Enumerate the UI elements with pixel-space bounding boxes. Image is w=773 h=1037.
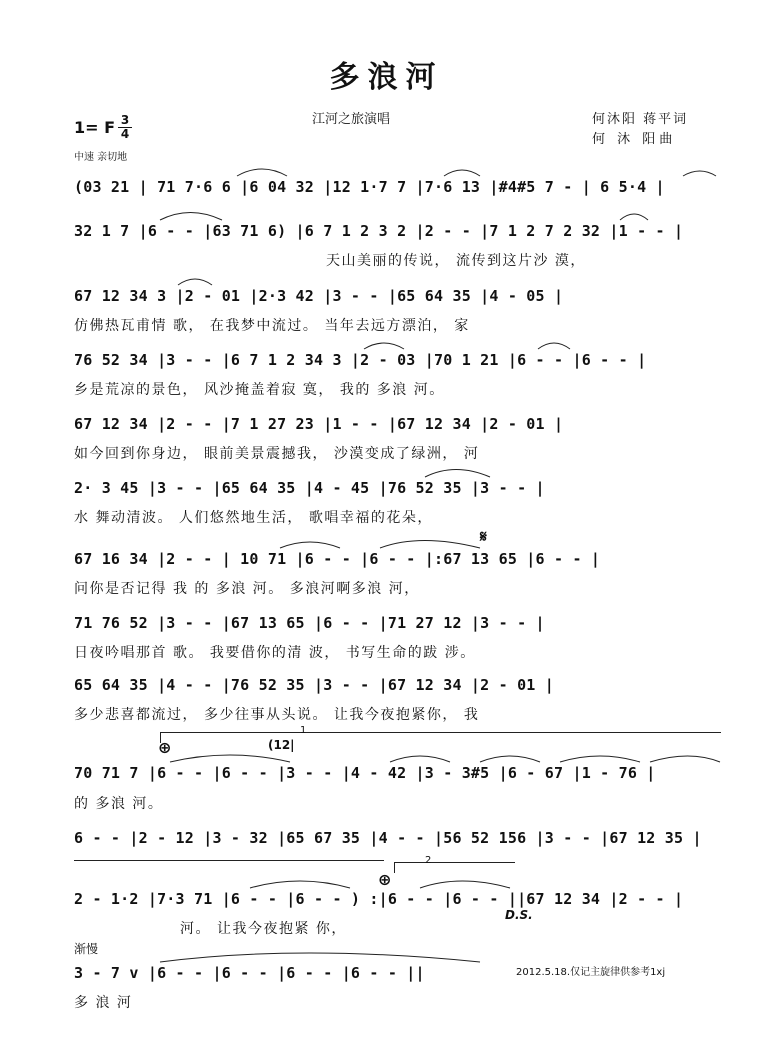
slurs [160,169,720,962]
notation-line-7: 67 16 34 |2 - - | 10 71 |6 - - |6 - - |:67 13 65 |6 - - | [74,550,601,568]
lyrics-line-8: 日夜吟唱那首 歌。 我要借你的清 波， 书写生命的跋 涉。 [74,645,476,661]
slur-15 [560,756,640,762]
notation-line-5: 67 12 34 |2 - - |7 1 27 23 |1 - - |67 12 34 |2 - 01 | [74,415,564,433]
notation-line-11: 6 - - |2 - 12 |3 - 32 |65 67 35 |4 - - |56 52 156 |3 - - |67 12 35 | [74,829,702,847]
lyrics-line-5: 如今回到你身边， 眼前美景震撼我， 沙漠变成了绿洲， 河 [74,446,480,462]
notation-line-8: 71 76 52 |3 - - |67 13 65 |6 - - |71 27 12 |3 - - | [74,614,545,632]
slur-5 [620,214,648,220]
lyrics-line-7: 问你是否记得 我 的 多浪 河。 多浪河啊多浪 河， [74,581,420,597]
slur-10 [380,541,480,549]
notation-line-12: 2 - 1·2 |7·3 71 |6 - - |6 - - ) :|6 - - |6 - - ||67 12 34 |2 - - | [74,890,684,908]
song-title: 多浪河 [329,60,444,95]
segno-sign: 𝄋 [480,527,487,546]
slur-11 [280,542,340,548]
time-signature-bottom: 4 [118,127,132,141]
key-signature: 1= F [74,118,116,137]
slur-13 [390,756,450,762]
notation-line-2: 32 1 7 |6 - - |63 71 6) |6 7 1 2 3 2 |2 - - |7 1 2 7 2 32 |1 - - | [74,222,684,240]
lyrics-line-9: 多少悲喜都流过， 多少往事从头说。 让我今夜抱紧你， 我 [74,707,480,723]
lyrics-line-10: 的 多浪 河。 [74,796,164,812]
slur-16 [650,756,720,762]
ds-marking: D.S. [505,908,533,922]
slur-3 [683,171,716,176]
volta-number-1: 1 [300,725,307,736]
slur-17 [250,881,350,888]
slur-1 [237,169,287,176]
slur-8 [538,343,570,349]
lyrics-line-12: 河。 让我今夜抱紧 你， [180,921,347,937]
composer-credit: 何 沐 阳曲 [592,132,677,147]
volta-measure-marker: (12| [268,738,295,752]
notation-line-13: 3 - 7 v |6 - - |6 - - |6 - - |6 - - || [74,964,425,982]
lyrics-line-4: 乡是荒凉的景色， 风沙掩盖着寂 寞， 我的 多浪 河。 [74,382,445,398]
notation-line-9: 65 64 35 |4 - - |76 52 35 |3 - - |67 12 34 |2 - 01 | [74,676,554,694]
slur-18 [420,881,510,888]
notation-line-1: (03 21 | 71 7·6 6 |6 04 32 |12 1·7 7 |7·6 13 |#4#5 7 - | 6 5·4 | [74,178,665,196]
lyrics-line-13: 多 浪 河 [74,995,133,1011]
notation-line-10: 70 71 7 |6 - - |6 - - |3 - - |4 - 42 |3 - 3#5 |6 - 67 |1 - 76 | [74,764,656,782]
slur-4 [160,213,222,221]
volta-number-2: 2 [425,855,432,866]
notation-line-3: 67 12 34 3 |2 - 01 |2·3 42 |3 - - |65 64 35 |4 - 05 | [74,287,564,305]
lyricist-credit: 何沐阳 蒋平词 [592,112,689,127]
slur-6 [178,279,212,285]
tempo-marking: 中速 亲切地 [74,152,128,163]
lyrics-line-6: 水 舞动清波。 人们悠然地生活， 歌唱幸福的花朵， [74,510,433,526]
slur-2 [444,170,480,176]
lyrics-line-3: 仿佛热瓦甫情 歌， 在我梦中流过。 当年去远方漂泊， 家 [74,318,470,334]
notation-line-4: 76 52 34 |3 - - |6 7 1 2 34 3 |2 - 03 |70 1 21 |6 - - |6 - - | [74,351,647,369]
slur-9 [425,470,490,478]
footer-note: 2012.5.18.仅记主旋律供参考1xj [516,967,666,978]
time-signature-top: 3 [120,113,130,127]
slur-19 [160,953,480,962]
lyrics-line-2: 天山美丽的传说， 流传到这片沙 漠， [326,253,586,269]
coda-sign: ⊕ [158,738,172,757]
notation-line-6: 2· 3 45 |3 - - |65 64 35 |4 - 45 |76 52 35 |3 - - | [74,479,545,497]
singer-credit: 江河之旅演唱 [312,112,391,127]
slur-14 [480,756,540,762]
coda-sign-2: ⊕ [378,870,392,889]
slur-7 [364,343,404,349]
slur-12 [170,755,290,762]
gradual-slow-marking: 渐慢 [74,942,99,956]
